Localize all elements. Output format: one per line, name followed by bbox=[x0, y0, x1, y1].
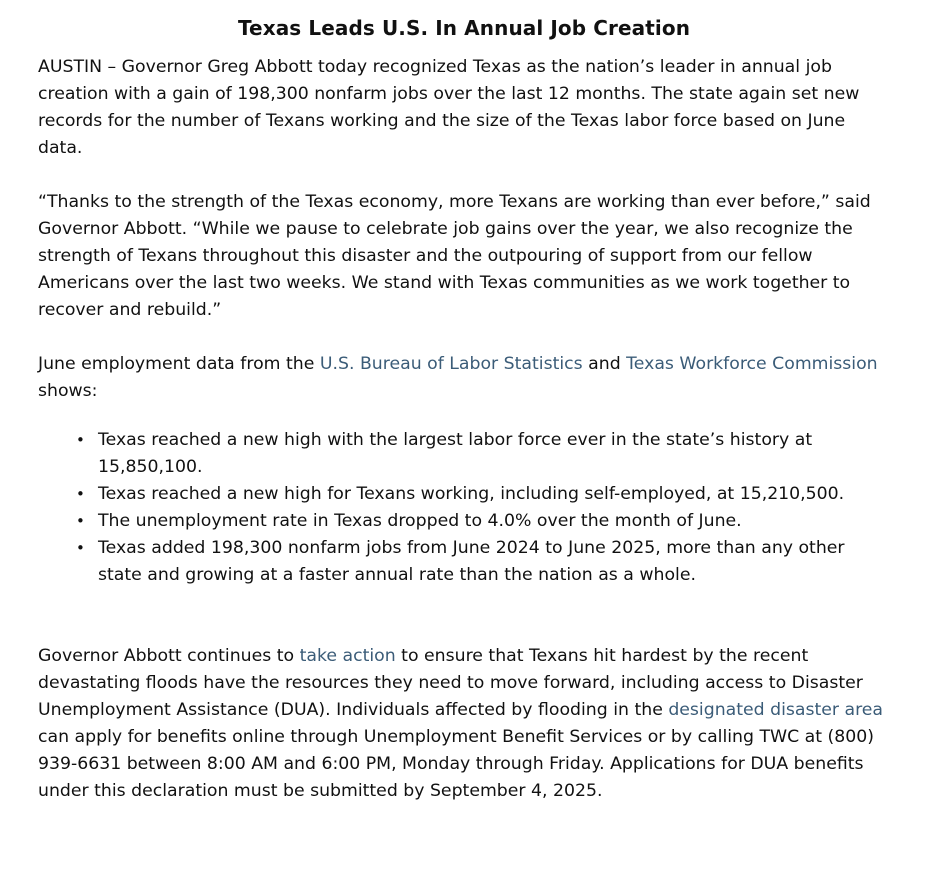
twc-link[interactable]: Texas Workforce Commission bbox=[626, 354, 878, 374]
quote-paragraph: “Thanks to the strength of the Texas economy, more Texans are working than ever before,” said Governor Abbott. “While we pause to celebrate job gains over the year, we also recognize the strength of Texans throughout this disaster and the outpouring of support from our fellow Americans over the last two weeks. We stand with Texas communities as we work together to recover and rebuild.” bbox=[38, 192, 871, 320]
list-item-text: Texas reached a new high with the largest labor force ever in the state’s history at 15,850,100. bbox=[98, 430, 813, 477]
data-source-text-after: shows: bbox=[38, 381, 98, 401]
data-source-paragraph bbox=[38, 351, 890, 405]
closing-text-after: can apply for benefits online through Unemployment Benefit Services or by calling TWC at (800) 939-6631 between 8:00 AM and 6:00 PM, Monday through Friday. Applications for DUA benefits under this declaration must be submitted by September 4, 2025. bbox=[38, 727, 875, 801]
intro-paragraph: AUSTIN – Governor Greg Abbott today recognized Texas as the nation’s leader in annual job creation with a gain of 198,300 nonfarm jobs over the last 12 months. The state again set new records for the number of Texans working and the size of the Texas labor force based on June data. bbox=[38, 57, 860, 158]
statistics-list bbox=[38, 427, 890, 589]
bullet-icon: • bbox=[76, 512, 85, 530]
closing-text-middle: to ensure that Texans hit hardest by the recent devastating floods have the resources they need to move forward, including access to Disaster Unemployment Assistance (DUA). Individuals affected by flooding in the bbox=[38, 646, 863, 720]
bls-link[interactable]: U.S. Bureau of Labor Statistics bbox=[319, 354, 583, 374]
list-item-text: The unemployment rate in Texas dropped to 4.0% over the month of June. bbox=[98, 511, 742, 531]
closing-text-before: Governor Abbott continues to bbox=[38, 646, 300, 666]
closing-paragraph bbox=[38, 643, 890, 805]
list-item bbox=[76, 481, 890, 508]
list-item bbox=[76, 535, 890, 589]
list-item bbox=[76, 427, 890, 481]
bullet-icon: • bbox=[76, 431, 85, 449]
designated-disaster-area-link[interactable]: designated disaster area bbox=[668, 700, 884, 720]
data-source-text-middle: and bbox=[582, 354, 627, 374]
list-item bbox=[76, 508, 890, 535]
list-item-text: Texas reached a new high for Texans working, including self-employed, at 15,210,500. bbox=[98, 484, 845, 504]
data-source-text-before: June employment data from the bbox=[38, 354, 320, 374]
bullet-icon: • bbox=[76, 539, 85, 557]
bullet-icon: • bbox=[76, 485, 85, 503]
take-action-link[interactable]: take action bbox=[299, 646, 396, 666]
list-item-text: Texas added 198,300 nonfarm jobs from June 2024 to June 2025, more than any other state and growing at a faster annual rate than the nation as a whole. bbox=[98, 538, 845, 585]
page-title: Texas Leads U.S. In Annual Job Creation bbox=[237, 16, 691, 40]
